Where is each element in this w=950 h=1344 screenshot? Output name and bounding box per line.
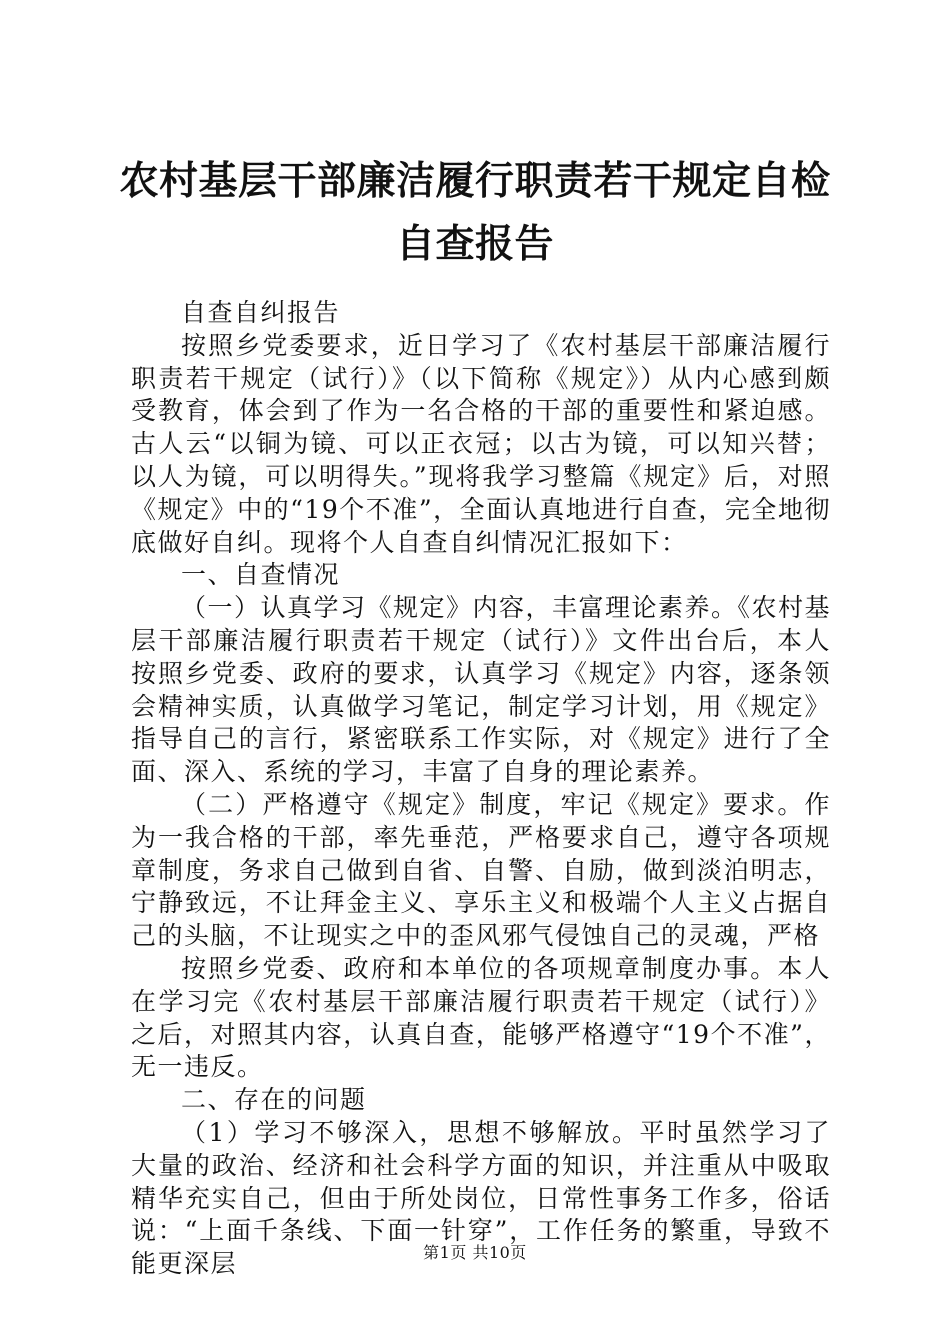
paragraph-heading-self-check-report: 自查自纠报告 [181, 298, 341, 327]
paragraph-follow-rules: 按照乡党委、政府和本单位的各项规章制度办事。本人在学习完《农村基层干部廉洁履行职责若干规定（试行）》之后，对照其内容，认真自查，能够严格遵守“19个不准”，无一违反。 [131, 953, 831, 1082]
page-number-footer: 第1页 共10页 [423, 1243, 527, 1262]
section-heading-self-check: 一、自查情况 [181, 560, 341, 590]
paragraph-intro: 按照乡党委要求，近日学习了《农村基层干部廉洁履行职责若干规定（试行）》（以下简称《规定》）从内心感到颇受教育，体会到了作为一名合格的干部的重要性和紧迫感。古人云“以铜为镜、可以正衣冠；以古为镜，可以知兴替；以人为镜，可以明得失。”现将我学习整篇《规定》后，对照《规定》中的“19个不准”，全面认真地进行自查，完全地彻底做好自纠。现将个人自查自纠情况汇报如下： [131, 330, 831, 557]
paragraph-study-regulations: （一）认真学习《规定》内容，丰富理论素养。《农村基层干部廉洁履行职责若干规定（试行）》文件出台后，本人按照乡党委、政府的要求，认真学习《规定》内容，逐条领会精神实质，认真做学习笔记，制定学习计划，用《规定》指导自己的言行，紧密联系工作实际，对《规定》进行了全面、深入、系统的学习，丰富了自身的理论素养。 [131, 593, 832, 787]
paragraph-problem-1: （1）学习不够深入，思想不够解放。平时虽然学习了大量的政治、经济和社会科学方面的知识，并注重从中吸取精华充实自己，但由于所处岗位，日常性事务工作多，俗话说：“上面千条线、下面一针穿”，工作任务的繁重，导致不能更深层 [131, 1117, 831, 1279]
paragraph-comply-regulations: （二）严格遵守《规定》制度，牢记《规定》要求。作为一我合格的干部，率先垂范，严格要求自己，遵守各项规章制度，务求自己做到自省、自警、自励，做到淡泊明志，宁静致远，不让拜金主义、享乐主义和极端个人主义占据自己的头脑，不让现实之中的歪风邪气侵蚀自己的灵魂，严格 [131, 789, 831, 951]
section-heading-problems: 二、存在的问题 [181, 1085, 367, 1115]
document-body [131, 297, 831, 1281]
document-title: 农村基层干部廉洁履行职责若干规定自检自查报告 [119, 158, 831, 267]
